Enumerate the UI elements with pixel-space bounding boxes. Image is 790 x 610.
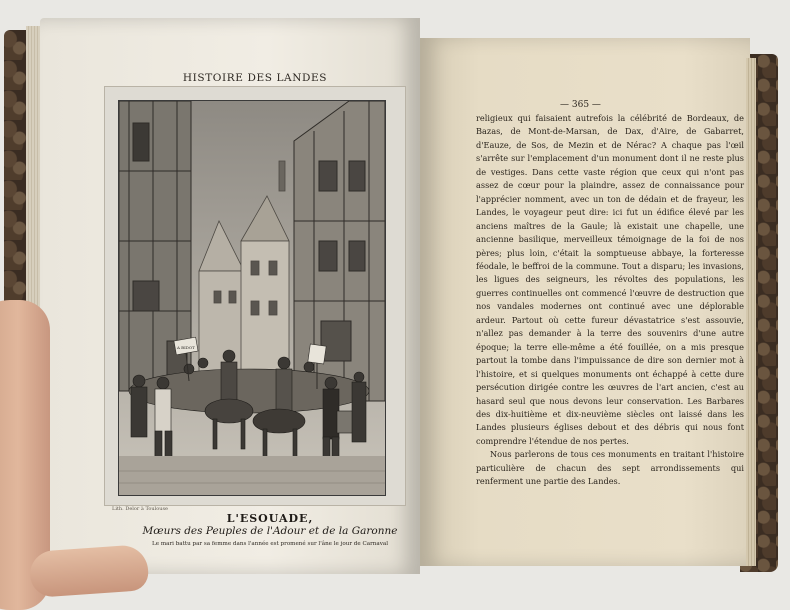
caption-note: Le mari battu par sa femme dans l'année est promené sur l'âne le jour de Carnaval [152,541,388,547]
body-text [476,112,744,489]
running-head: HISTOIRE DES LANDES [182,72,328,84]
right-timber-house [294,101,385,401]
paragraph-2: Nous parlerons de tous ces monuments en traitant l'histoire particulière de chacun des sept arrondissements qui renferment une partie des Landes. [476,449,744,487]
lithograph-illustration [118,100,386,496]
caption-subtitle: Mœurs des Peuples de l'Adour et de la Garonne [142,525,398,537]
street-scene-drawing [119,101,385,495]
caption-title: L'ESOUADE, [226,512,314,525]
printer-credit: Lith. Delor à Toulouse [112,506,168,512]
sign-text: A BIDOT [177,345,195,350]
paragraph-1: religieux qui faisaient autrefois la célébrité de Bordeaux, de Bazas, de Mont-de-Marsan, de Dax, d'Aire, de Gabarret, d'Eauze, de Sos, de Mezin et de Nérac? A chaque pas l'œil s'arrête sur l'emplacement d'un monument dont il ne reste plus de vestiges. Dans cette vaste région que ceux qui n'ont pas assez de cœur pour la plaindre, assez de connaissance pour l'apprécier nomment, avec un ton de dédain et de frayeur, les Landes, le voyageur peut dire: ici fut un édifice élevé par les anciens maîtres de la Gaule; là existait une chapelle, une ancienne basilique, merveilleux témoignage de la foi de nos pères; plus loin, c'était la somptueuse abbaye, la forteresse féodale, le beffroi de la commune. Tout a disparu; les invasions, les ligues des seigneurs, les révoltes des populations, les guerres continuelles ont commencé l'œuvre de destruction que nos vandales modernes ont continué avec une déplorable ardeur. Partout où cette fureur dévastatrice s'est assouvie, n'allez pas demander à la terre des souvenirs d'une autre époque; la terre elle-même a été fouillée, on a mis presque partout la tombe dans l'impuissance de dire son dernier mot à l'histoire, et si quelques monuments ont échappé à cette dure persécution dirigée contre les œuvres de l'art ancien, c'est au hasard seul que nous devons leur conservation. Les Barbares des dix-huitième et dix-neuvième siècles ont laissé dans les Landes plusieurs églises debout et des débris qui nous font comprendre l'étendue de nos pertes. [476,113,744,446]
page-number: — 365 — [560,100,601,110]
page-edges-right [746,58,756,566]
